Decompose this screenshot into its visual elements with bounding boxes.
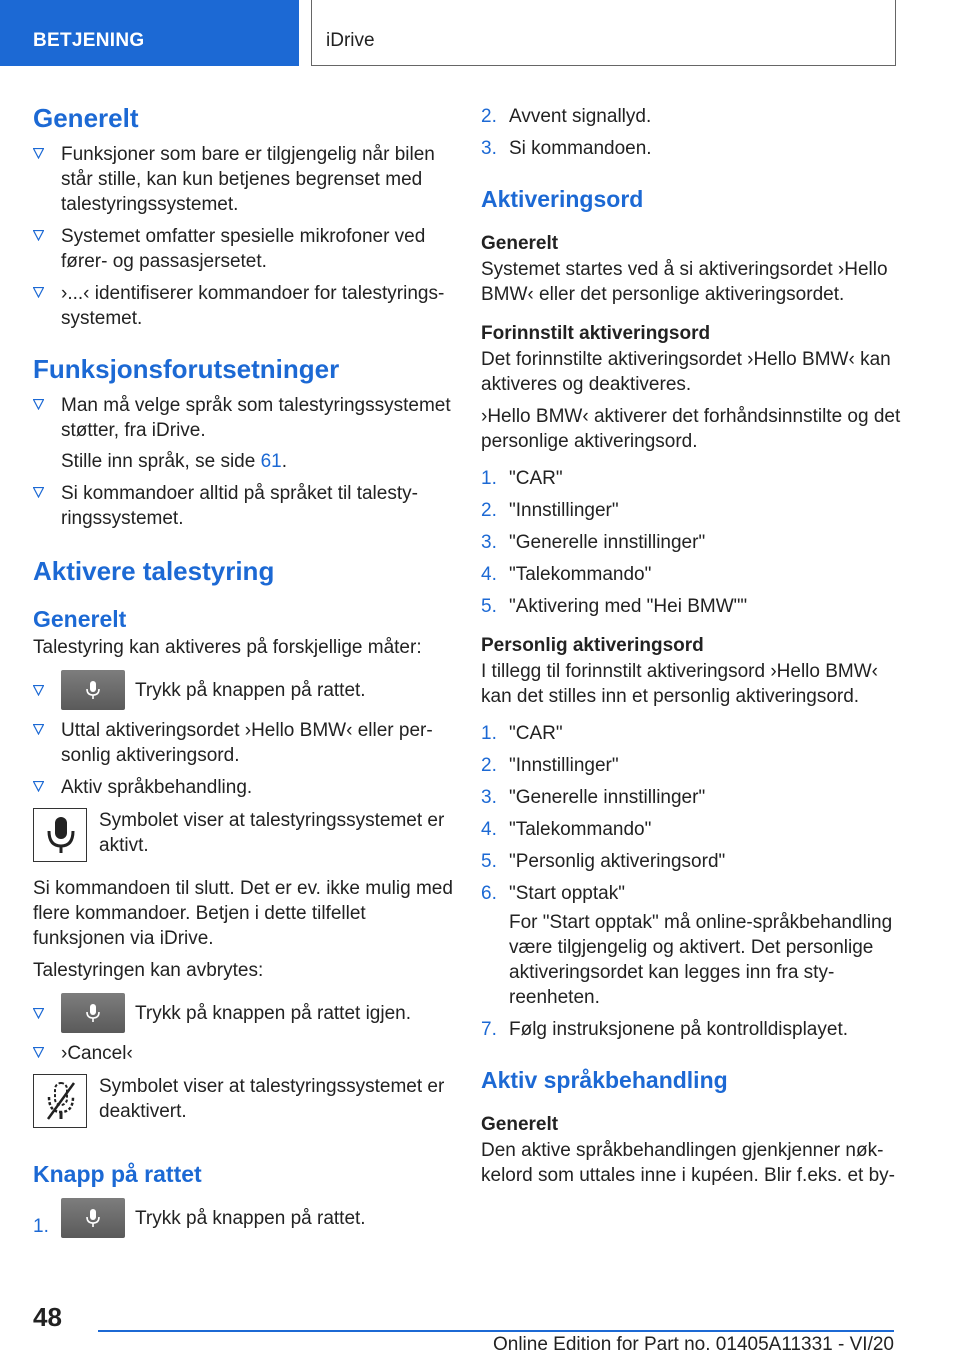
subheading-knapp-pa-rattet: Knapp på rattet <box>33 1161 202 1187</box>
heading-aktivere-talestyring: Aktivere talestyring <box>33 556 275 586</box>
bullet-text: Trykk på knappen på rattet. <box>135 679 366 701</box>
triangle-bullet-icon <box>33 487 44 498</box>
step-number: 4. <box>481 819 497 840</box>
left-column <box>33 100 453 1238</box>
list-item <box>33 142 453 217</box>
paragraph: Systemet startes ved å si aktiveringsordet ›Hello BMW‹ eller det personlige aktiveringsordet. <box>481 259 888 305</box>
bullet-text: Trykk på knappen på rattet igjen. <box>135 1002 412 1024</box>
right-column <box>481 104 901 1188</box>
bullet-text: Systemet omfatter spesielle mikrofoner ved fører- og passasjersetet. <box>61 226 426 272</box>
list-item <box>33 670 453 710</box>
section-tab <box>311 0 896 66</box>
step-number: 1. <box>481 723 497 744</box>
symbol-active-text: Symbolet viser at talestyringssystemet er aktivt. <box>99 810 445 856</box>
chapter-tab <box>0 0 299 66</box>
list-item <box>481 594 901 619</box>
list-item <box>33 224 453 274</box>
heading-funksjonsforutsetninger: Funksjonsforutsetninger <box>33 354 340 384</box>
list-item <box>481 785 901 810</box>
step-number: 6. <box>481 883 497 904</box>
list-item <box>33 481 453 531</box>
list-item: 1. Trykk på knappen på rattet. <box>33 1198 453 1238</box>
step-text: Trykk på knappen på rattet. <box>135 1207 366 1229</box>
triangle-bullet-icon <box>33 230 44 241</box>
step-text: "Personlig aktiveringsord" <box>509 851 726 872</box>
step-number: 2. <box>481 106 497 127</box>
list-item <box>33 775 453 800</box>
list-item <box>481 753 901 778</box>
page-number: 48 <box>33 1302 62 1332</box>
step-number: 2. <box>481 500 497 521</box>
paragraph: Si kommandoen til slutt. Det er ev. ikke mulig med flere kommandoer. Betjen i dette tilfellet funksjonen via iDrive. <box>33 878 453 949</box>
bullet-text: ›...‹ identifiserer kommandoer for talestyringssystemet. <box>61 283 445 329</box>
microphone-active-icon <box>33 808 87 862</box>
symbol-inactive-text: Symbolet viser at talestyringssystemet er deaktivert. <box>99 1076 445 1122</box>
list-item <box>481 562 901 587</box>
heading-personlig: Personlig aktiveringsord <box>481 635 704 656</box>
symbol-inactive-row <box>33 1074 453 1128</box>
step-note: For "Start opptak" må online-språkbehandling være tilgjengelig og aktivert. Det personlige aktiveringsordet kan legges inn fra styreenheten. <box>509 912 893 1008</box>
triangle-bullet-icon <box>33 685 44 696</box>
step-text: Følg instruksjonene på kontrolldisplayet. <box>509 1019 849 1040</box>
heading-generelt: Generelt <box>33 103 139 133</box>
step-number: 3. <box>481 138 497 159</box>
step-text: "Generelle innstillinger" <box>509 787 706 808</box>
footer-divider <box>98 1330 894 1332</box>
list-item <box>481 498 901 523</box>
list-item <box>33 1041 453 1066</box>
chapter-title: BETJENING <box>33 30 145 51</box>
step-text: "Generelle innstillinger" <box>509 532 706 553</box>
step-number: 3. <box>481 532 497 553</box>
step-text: "Innstillinger" <box>509 500 619 521</box>
list-item <box>481 881 901 906</box>
page-link[interactable]: 61 <box>260 451 282 472</box>
bullet-text: Uttal aktiveringsordet ›Hello BMW‹ eller personlig aktiveringsord. <box>61 720 433 766</box>
step-text: "Talekommando" <box>509 819 652 840</box>
list-item <box>481 849 901 874</box>
step-text: "Innstillinger" <box>509 755 619 776</box>
list-item <box>33 993 453 1033</box>
list-item <box>33 718 453 768</box>
bullet-text: Man må velge språk som talestyringssystemet støtter, fra iDrive. <box>61 395 451 441</box>
triangle-bullet-icon <box>33 1008 44 1019</box>
paragraph: Den aktive språkbehandlingen gjenkjenner nøkkelord som uttales inne i kupéen. Blir f.eks. et by- <box>481 1140 895 1186</box>
steering-wheel-voice-button <box>61 993 125 1033</box>
subheading-aktiv-sprakbehandling: Aktiv språkbehandling <box>481 1067 728 1093</box>
list-item <box>33 393 453 443</box>
list-item <box>481 466 901 491</box>
step-number: 2. <box>481 755 497 776</box>
heading-generelt: Generelt <box>481 1114 559 1135</box>
microphone-muted-icon <box>33 1074 87 1128</box>
triangle-bullet-icon <box>33 148 44 159</box>
step-text: "CAR" <box>509 468 563 489</box>
bullet-text: ›Cancel‹ <box>61 1043 133 1064</box>
step-number: 5. <box>481 596 497 617</box>
subheading-generelt: Generelt <box>33 606 127 632</box>
triangle-bullet-icon <box>33 724 44 735</box>
step-text: "CAR" <box>509 723 563 744</box>
paragraph: Talestyringen kan avbrytes: <box>33 960 264 981</box>
step-text: "Aktivering med "Hei BMW"" <box>509 596 748 617</box>
language-setting-note: Stille inn språk, se side 61. <box>61 451 288 472</box>
triangle-bullet-icon <box>33 781 44 792</box>
subheading-aktiveringsord: Aktiveringsord <box>481 186 644 212</box>
step-text: "Talekommando" <box>509 564 652 585</box>
triangle-bullet-icon <box>33 1047 44 1058</box>
list-item <box>481 136 901 161</box>
bullet-text: Si kommandoer alltid på språket til talestyringssystemet. <box>61 483 418 529</box>
step-text: Si kommandoen. <box>509 138 652 159</box>
paragraph: ›Hello BMW‹ aktiverer det forhåndsinnstilte og det personlige aktiveringsord. <box>481 406 901 452</box>
footer-edition: Online Edition for Part no. 01405A11331 - VI/20 <box>492 1334 894 1355</box>
paragraph: Det forinnstilte aktiveringsordet ›Hello BMW‹ kan aktiveres og deaktiveres. <box>481 349 891 395</box>
list-item <box>481 104 901 129</box>
triangle-bullet-icon <box>33 399 44 410</box>
triangle-bullet-icon <box>33 287 44 298</box>
symbol-active-row <box>33 808 453 862</box>
heading-generelt: Generelt <box>481 233 559 254</box>
list-item: 7. Følg instruksjonene på kontrolldisplayet. <box>481 1019 849 1040</box>
step-number: 3. <box>481 787 497 808</box>
intro-text: Talestyring kan aktiveres på forskjellige måter: <box>33 637 422 658</box>
bullet-text: Funksjoner som bare er tilgjengelig når bilen står stille, kan kun betjenes begrenset med talestyringssystemet. <box>61 144 435 215</box>
bullet-text: Aktiv språkbehandling. <box>61 777 253 798</box>
list-item <box>481 817 901 842</box>
step-text: "Start opptak" <box>509 883 625 904</box>
step-number: 4. <box>481 564 497 585</box>
steering-wheel-voice-button <box>61 1198 125 1238</box>
list-item <box>481 721 901 746</box>
heading-forinnstilt: Forinnstilt aktiveringsord <box>481 323 711 344</box>
step-text: Avvent signallyd. <box>509 106 652 127</box>
list-item <box>33 281 453 331</box>
section-title: iDrive <box>326 30 375 51</box>
step-number: 1. <box>481 468 497 489</box>
list-item <box>481 530 901 555</box>
step-number: 5. <box>481 851 497 872</box>
steering-wheel-voice-button <box>61 670 125 710</box>
paragraph: I tillegg til forinnstilt aktiveringsord ›Hello BMW‹ kan det stilles inn et personlig aktiveringsord. <box>481 661 879 707</box>
